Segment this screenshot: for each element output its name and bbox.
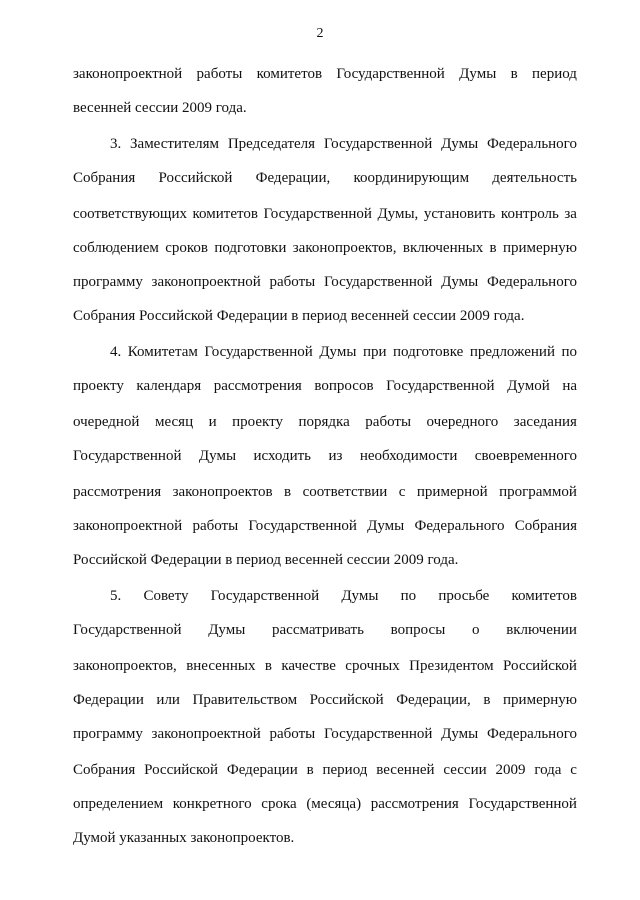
word: очередного: [426, 414, 499, 430]
word: о: [471, 622, 480, 638]
word: Федерации: [226, 762, 298, 778]
text-line: [73, 237, 577, 259]
word: период: [302, 308, 348, 324]
word: Федерации: [216, 308, 288, 324]
word: 4.: [110, 344, 122, 360]
word: Российской Федерации в период весенней сессии 2009 года.: [73, 552, 459, 568]
word: Государственной: [468, 796, 577, 812]
word: Думы: [459, 66, 497, 82]
word: в: [264, 658, 272, 674]
text-line: [110, 133, 577, 155]
word: подготовки: [214, 240, 287, 256]
word: Федерации,: [255, 170, 331, 186]
word: подготовке: [393, 344, 464, 360]
word: заседания: [513, 414, 577, 430]
word: соответствии: [302, 484, 388, 500]
word: Думы: [198, 448, 237, 464]
word: года: [534, 762, 562, 778]
word: в: [284, 484, 292, 500]
word: законопроектов: [172, 484, 273, 500]
word: (месяца): [306, 796, 362, 812]
word: программу: [73, 726, 143, 742]
word: Собрания: [73, 762, 136, 778]
word: Совету: [143, 588, 189, 604]
word: при: [362, 344, 387, 360]
word: Российской: [139, 308, 213, 324]
word: Думой: [507, 378, 550, 394]
word: проекту: [73, 378, 124, 394]
word: Думы: [341, 588, 379, 604]
word: на: [562, 378, 577, 394]
word: Собрания: [73, 170, 136, 186]
word: Государственной: [263, 206, 372, 222]
word: года.: [493, 308, 525, 324]
word: Думы,: [377, 206, 419, 222]
word: сроков: [165, 240, 208, 256]
word: Думы: [441, 726, 479, 742]
word: Правительством: [192, 692, 298, 708]
text-line: [73, 271, 577, 293]
word: предложений: [469, 344, 555, 360]
word: законопроектной: [73, 66, 183, 82]
text-line: [73, 97, 577, 119]
word: Государственной: [323, 726, 433, 742]
word: примерной: [416, 484, 488, 500]
text-line: [73, 689, 577, 711]
word: Федерального: [486, 274, 577, 290]
word: Председателя: [227, 136, 316, 152]
word: Федерации: [73, 692, 144, 708]
word: Российской: [309, 692, 384, 708]
word: Президентом: [409, 658, 494, 674]
word: Собрания: [73, 308, 136, 324]
word: конкретного: [172, 796, 252, 812]
word: примерную: [503, 692, 577, 708]
word: контроль: [500, 206, 559, 222]
word: месяц: [154, 414, 194, 430]
word: примерную: [502, 240, 577, 256]
word: в: [306, 762, 314, 778]
word: вопросов: [314, 378, 374, 394]
word: сессии: [412, 308, 457, 324]
word: Государственной: [386, 378, 495, 394]
word: комитетов: [256, 66, 323, 82]
text-line: [73, 759, 577, 781]
word: по: [561, 344, 577, 360]
word: программу: [73, 274, 143, 290]
word: Российской: [503, 658, 577, 674]
text-line: [73, 203, 577, 225]
word: по: [400, 588, 417, 604]
word: включенных: [402, 240, 484, 256]
word: в: [291, 308, 299, 324]
word: соблюдением: [73, 240, 159, 256]
word: вопросы: [390, 622, 446, 638]
word: Федерального: [486, 726, 577, 742]
word: Государственной: [210, 588, 320, 604]
text-line: [73, 63, 577, 85]
word: внесенных: [186, 658, 256, 674]
word: программой: [499, 484, 577, 500]
word: 2009: [495, 762, 526, 778]
word: рассмотрения: [213, 378, 302, 394]
text-line: [73, 793, 577, 815]
word: законопроектов,: [292, 240, 397, 256]
text-line: [73, 305, 577, 327]
word: весенней сессии 2009 года.: [73, 100, 247, 116]
text-line: [110, 585, 577, 607]
word: период: [532, 66, 577, 82]
word: Комитетам: [127, 344, 198, 360]
word: Думы: [319, 344, 357, 360]
word: Собрания: [514, 518, 577, 534]
word: работы: [269, 726, 316, 742]
word: Государственной: [73, 622, 182, 638]
text-line: [73, 167, 577, 189]
word: Государственной: [73, 448, 182, 464]
text-line: [73, 549, 577, 571]
word: рассмотрения: [370, 796, 459, 812]
word: Федерального: [486, 136, 577, 152]
word: Думы: [208, 622, 246, 638]
word: за: [564, 206, 577, 222]
word: определением: [73, 796, 164, 812]
word: Думы: [441, 274, 479, 290]
word: Думой указанных законопроектов.: [73, 830, 295, 846]
word: законопроектной: [151, 726, 261, 742]
word: срочных: [345, 658, 400, 674]
word: весенней: [376, 762, 435, 778]
word: работы: [196, 66, 243, 82]
text-line: [73, 655, 577, 677]
word: деятельность: [492, 170, 577, 186]
word: период: [322, 762, 368, 778]
word: установить: [423, 206, 496, 222]
word: с: [570, 762, 577, 778]
word: 3.: [110, 136, 122, 152]
word: исходить: [253, 448, 312, 464]
word: в: [489, 240, 497, 256]
text-line: [73, 827, 577, 849]
word: в: [510, 66, 518, 82]
word: работы: [192, 518, 239, 534]
word: работы: [365, 414, 412, 430]
text-line: [73, 445, 577, 467]
word: своевременного: [474, 448, 577, 464]
word: просьбе: [438, 588, 490, 604]
word: сессии: [443, 762, 487, 778]
word: 5.: [110, 588, 122, 604]
word: рассматривать: [272, 622, 364, 638]
word: 2009: [459, 308, 490, 324]
word: Думы: [367, 518, 405, 534]
word: Государственной: [323, 274, 433, 290]
word: в: [483, 692, 491, 708]
word: законопроектов,: [73, 658, 177, 674]
word: и: [208, 414, 217, 430]
word: Государственной: [336, 66, 445, 82]
word: проекту: [232, 414, 283, 430]
word: Государственной: [323, 136, 433, 152]
word: или: [156, 692, 180, 708]
word: соответствующих: [73, 206, 187, 222]
word: срока: [261, 796, 297, 812]
text-line: [73, 481, 577, 503]
page-number: 2: [316, 26, 324, 41]
word: календаря: [136, 378, 202, 394]
word: координирующим: [353, 170, 470, 186]
word: комитетов: [511, 588, 577, 604]
text-line: [73, 723, 577, 745]
word: рассмотрения: [73, 484, 162, 500]
word: порядка: [298, 414, 350, 430]
text-line: [73, 515, 577, 537]
word: необходимости: [359, 448, 458, 464]
text-line: [73, 619, 577, 641]
word: очередной: [73, 414, 140, 430]
word: Федерального: [414, 518, 505, 534]
word: включении: [506, 622, 577, 638]
word: Думы: [441, 136, 479, 152]
word: Российской: [144, 762, 219, 778]
text-line: [73, 375, 577, 397]
text-line: [73, 411, 577, 433]
word: законопроектной: [151, 274, 261, 290]
word: Государственной: [204, 344, 313, 360]
word: качестве: [281, 658, 336, 674]
word: Государственной: [248, 518, 357, 534]
word: комитетов: [192, 206, 258, 222]
word: работы: [269, 274, 316, 290]
word: с: [398, 484, 406, 500]
word: законопроектной: [73, 518, 183, 534]
word: из: [328, 448, 343, 464]
text-line: [110, 341, 577, 363]
word: Заместителям: [130, 136, 220, 152]
word: Российской: [158, 170, 233, 186]
word: Федерации,: [396, 692, 471, 708]
word: весенней: [350, 308, 410, 324]
